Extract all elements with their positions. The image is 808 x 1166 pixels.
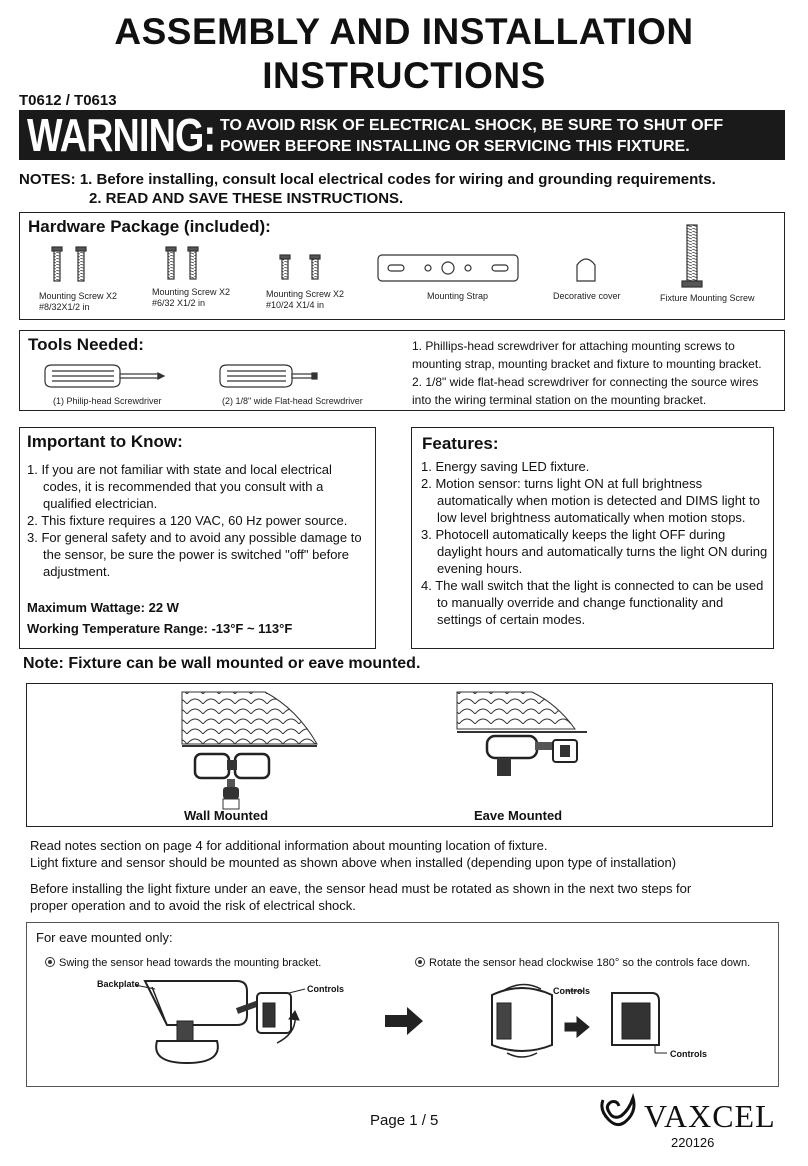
document-code: 220126: [671, 1135, 715, 1150]
tools-needed-box: [19, 330, 785, 411]
eave-instructions-line-1: Before installing the light fixture under an eave, the sensor head must be rotated as shown in the next two steps for: [30, 881, 692, 896]
warning-line-1: TO AVOID RISK OF ELECTRICAL SHOCK, BE SURE TO SHUT OFF: [220, 117, 724, 134]
wall-mounted-illustration: [182, 692, 317, 809]
working-temperature: Working Temperature Range: -13°F ~ 113°F: [27, 621, 293, 636]
tools-desc-2a: 2. 1/8" wide flat-head screwdriver for connecting the source wires: [412, 375, 759, 389]
eave-steps-box: [26, 922, 779, 1087]
features-list: [421, 458, 771, 628]
wall-mounted-label: Wall Mounted: [184, 808, 269, 823]
hardware-item-6-name: Fixture Mounting Screw: [660, 293, 755, 303]
important-item-2: 2. This fixture requires a 120 VAC, 60 Hz power source.: [27, 513, 348, 528]
eave-step-2-text: Rotate the sensor head clockwise 180° so the controls face down.: [429, 957, 751, 969]
tools-desc-1a: 1. Phillips-head screwdriver for attaching mounting screws to: [412, 339, 735, 353]
warning-banner: [19, 110, 785, 160]
controls-label-2: Controls: [553, 986, 590, 996]
warning-label: WARNING:: [27, 109, 216, 161]
warning-text: [220, 115, 723, 157]
tool-2-caption: (2) 1/8" wide Flat-head Screwdriver: [222, 396, 363, 406]
phillips-screwdriver-icon: [45, 365, 164, 387]
notes-line-1: NOTES: 1. Before installing, consult local electrical codes for wiring and grounding requirements.: [19, 171, 716, 188]
eave-mounted-illustration: [457, 692, 587, 776]
feature-item-3: 3. Photocell automatically keeps the light OFF during daylight hours and automatically turns the light ON during evening hours.: [421, 527, 768, 576]
feature-item-2: 2. Motion sensor: turns light ON at full brightness automatically when motion is detected and DIMS light to low level brightness automatically when motion stops.: [421, 476, 761, 525]
next-step-arrow-icon: [385, 1007, 423, 1035]
eave-steps-title: For eave mounted only:: [36, 930, 173, 945]
eave-instructions-line-2: proper operation and to avoid the risk of electrical shock.: [30, 898, 356, 913]
backplate-label: Backplate: [97, 979, 140, 989]
controls-label-1: Controls: [307, 984, 344, 994]
hardware-illustrations: [20, 213, 786, 321]
vaxcel-logo-icon: [597, 1092, 643, 1132]
warning-line-2: POWER BEFORE INSTALLING OR SERVICING THIS FIXTURE.: [220, 138, 690, 155]
hardware-item-3-name: Mounting Screw X2: [266, 289, 345, 299]
eave-instructions: [30, 880, 691, 914]
hardware-item-4-name: Mounting Strap: [427, 291, 489, 301]
title-line-2: INSTRUCTIONS: [262, 55, 546, 96]
mount-note: Note: Fixture can be wall mounted or eave mounted.: [23, 655, 421, 672]
page-number: Page 1 / 5: [370, 1112, 439, 1129]
feature-item-1: 1. Energy saving LED fixture.: [421, 459, 590, 474]
vaxcel-logo-text: VAXCEL: [644, 1098, 776, 1134]
important-title: Important to Know:: [27, 432, 183, 451]
screw-8-32-icon: [52, 247, 86, 281]
features-title: Features:: [422, 434, 499, 453]
mounting-strap-icon: [378, 255, 518, 281]
read-notes-line-2: Light fixture and sensor should be mounted as shown above when installed (depending upon type of installation): [30, 855, 677, 870]
eave-step-illustrations: [27, 923, 780, 1088]
mounting-illustrations: [27, 684, 774, 828]
hardware-item-1: [39, 291, 117, 313]
hardware-title: Hardware Package (included):: [28, 217, 271, 236]
controls-label-3: Controls: [670, 1049, 707, 1059]
hardware-item-2-name: Mounting Screw X2: [152, 287, 231, 297]
screw-6-32-icon: [166, 247, 198, 279]
tool-1-caption: (1) Philip-head Screwdriver: [53, 396, 162, 406]
decorative-cover-icon: [577, 259, 595, 281]
read-notes-line-1: Read notes section on page 4 for additional information about mounting location of fixture.: [30, 838, 548, 853]
feature-item-4: 4. The wall switch that the light is connected to can be used to manually override and change functionality and settings of certain modes.: [421, 578, 764, 627]
important-item-1: 1. If you are not familiar with state and local electrical codes, it is recommended that you consult with a qualified electrician.: [27, 462, 332, 511]
model-number: T0612 / T0613: [19, 92, 117, 109]
max-wattage: Maximum Wattage: 22 W: [27, 600, 179, 615]
step-1-fixture-illustration: [135, 981, 305, 1063]
hardware-item-3: [266, 289, 344, 311]
read-notes: [30, 837, 676, 871]
hardware-item-3-spec: #10/24 X1/4 in: [266, 300, 325, 310]
features-box: [411, 427, 774, 649]
tools-title: Tools Needed:: [28, 335, 144, 354]
tools-desc-2b: into the wiring terminal station on the mounting bracket.: [412, 393, 707, 407]
hardware-item-1-name: Mounting Screw X2: [39, 291, 118, 301]
flathead-screwdriver-icon: [220, 365, 317, 387]
important-list: [27, 461, 369, 580]
hardware-item-2-spec: #6/32 X1/2 in: [152, 298, 206, 308]
mounting-options-box: [26, 683, 773, 827]
tools-desc-1b: mounting strap, mounting bracket and fixture to mounting bracket.: [412, 357, 762, 371]
eave-mounted-label: Eave Mounted: [474, 808, 563, 823]
eave-step-1-text: Swing the sensor head towards the mounting bracket.: [59, 957, 322, 969]
notes-line-2: 2. READ AND SAVE THESE INSTRUCTIONS.: [89, 190, 404, 207]
title-line-1: ASSEMBLY AND INSTALLATION: [114, 11, 694, 52]
hardware-package-box: [19, 212, 785, 320]
important-item-3: 3. For general safety and to avoid any possible damage to the sensor, be sure the power is switched "off" before adjustment.: [27, 530, 362, 579]
document-title: [0, 10, 808, 98]
screw-10-24-icon: [280, 255, 320, 279]
hardware-item-5-name: Decorative cover: [553, 291, 621, 301]
important-to-know-box: [19, 427, 376, 649]
hardware-item-2: [152, 287, 230, 309]
hardware-item-1-spec: #8/32X1/2 in: [39, 302, 90, 312]
fixture-mounting-screw-icon: [682, 225, 702, 287]
tools-description: [412, 337, 762, 409]
notes: [19, 170, 716, 208]
